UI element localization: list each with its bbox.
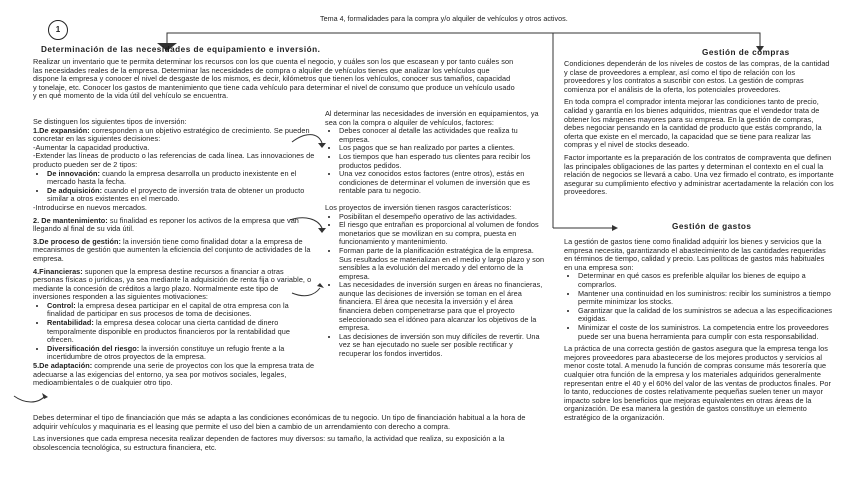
gastos-policy-item: • Determinar en qué casos es preferible alquilar los bienes de equipo a comprarlos. xyxy=(578,272,834,289)
type-adaptation-label: 5.De adaptación: xyxy=(33,361,93,371)
investment-types xyxy=(33,118,315,388)
traits-intro: Los proyectos de inversión tienen rasgos característicos: xyxy=(325,202,512,212)
gastos-policy-item: • Minimizar el coste de los suministros. La competencia entre los proveedores puede ser una buena herramienta para cumplir con esta responsabilidad. xyxy=(578,324,834,341)
acquisition-text: cuando el proyecto de inversión trata de obtener un producto similar a otros existentes en el mercado. xyxy=(47,185,305,204)
type-management-text: la inversión tiene como finalidad dotar a la empresa de mecanismos de gestión que aumenten la eficiencia del conjunto de actividades de la empresa. xyxy=(33,236,311,263)
gastos-paragraph-2: La práctica de una correcta gestión de gastos asegura que la empresa tenga los mejores proveedores para abastecerse de los mejores productos y servicios al menor coste total. A menudo la función de compras consume más tesorería que cualquier otra función de la empresa y los materiales adquiridos generalmente representan entre el 40 y el 60% del valor de las ventas de productos finales. Por lo tanto, reducciones de costes relativamente pequeñas suelen tener un mayor impacto sobre los beneficios que mejoras equivalentes en otras áreas de la organización. De esa manera la gestión de gastos constituye un elemento estratégico de la organización. xyxy=(564,344,831,422)
type-maintenance xyxy=(33,217,315,234)
type-adaptation-text: comprende una serie de proyectos con los que la empresa trata de adecuarse a las exigencias del entorno, ya sea por motivos sociales, legales, medioambientales o de cualquier otro tipo. xyxy=(33,361,315,388)
traits-list xyxy=(325,213,545,359)
expansion-dash-1: -Aumentar la capacidad productiva. xyxy=(33,142,150,152)
control-text: la empresa desea participar en el capital de otra empresa con la finalidad de participar en sus procesos de toma de decisiones. xyxy=(47,300,289,319)
financing-paragraph-2: Las inversiones que cada empresa necesita realizar dependen de factores muy diversos: su tamaño, la actividad que realiza, su exposición a la obsolescencia tecnológica, su estructura financiera, etc. xyxy=(33,434,505,452)
intro-paragraph: Realizar un inventario que te permita determinar los recursos con los que cuenta el negocio, y cuáles son los que escasean y por tanto cuáles son las necesidades reales de la empresa. Determinar las necesidades de compra o alquiler de vehículos tienes que analizar los vehículos que dispone la empresa y conocer el nivel de desgaste de los mismos, es decir, kilómetros que tienen los vehículos, conocer sus tamaños, capacidad y tonelaje, etc. Conocer los gastos de mantenimiento que tiene cada vehículo para determinar el nivel de consumo que produce un vehículo usado y en qué momento de la vida útil del vehículo se encuentra. xyxy=(33,57,515,101)
gastos-policy-item: • Garantizar que la calidad de los suministros se adecua a las especificaciones exigidas. xyxy=(578,307,834,324)
type-expansion xyxy=(33,127,315,144)
factor-item: • Los pagos que se han realizado por partes a clientes. xyxy=(339,144,545,153)
compras-paragraph-3: Factor importante es la preparación de los contratos de compraventa que definen las principales obligaciones de las partes y determinan el contexto en el cual la relación de negocios se llevará a cabo. Una vez firmado el contrato, es importante asegurar su cumplimiento efectivo y administrar acertadamente la relación con los proveedores. xyxy=(564,152,834,197)
factors-list xyxy=(325,127,545,196)
gastos-title: Gestión de gastos xyxy=(672,222,752,231)
trait-item: • Posibilitan el desempeño operativo de las actividades. xyxy=(339,213,545,222)
gastos-section xyxy=(564,238,834,426)
factor-item: • Debes conocer al detalle las actividades que realiza tu empresa. xyxy=(339,127,545,144)
type-financial-text: suponen que la empresa destine recursos a financiar a otras personas físicas o jurídicas, ya sea mediante la adquisición de renta fija o variable, o mediante la concesión de créditos a largo plazo. Normalmente este tipo de inversiones responden a las siguientes motivaciones: xyxy=(33,266,312,302)
compras-section xyxy=(564,60,834,201)
bracket-arrowhead-3 xyxy=(317,283,324,288)
rentabilidad-label: Rentabilidad: xyxy=(47,318,94,328)
factor-item: • Los tiempos que han esperado tus clientes para recibir los productos pedidos. xyxy=(339,153,545,170)
diversificacion-text: la inversión constituye un refugio frente a la incertidumbre de otros proyectos de la empresa. xyxy=(47,343,285,362)
acquisition-label: De adquisición: xyxy=(47,185,103,195)
compras-paragraph-2: En toda compra el comprador intenta mejorar las condiciones tanto de precio, calidad y garantía en los bienes adquiridos, mientras que el vendedor trata de obtener los márgenes mayores para su empresa. En la gestión de compras, debes negociar pensando en la cantidad de producto que estás comprando, la oferta que existe en el mercado, la capacidad que se tiene para realizar las compras y el nivel de stocks deseado. xyxy=(564,97,822,150)
factor-item: • Una vez conocidos estos factores (entre otros), estás en condiciones de determinar el volumen de inversión que es rentable para tu negocio. xyxy=(339,170,545,196)
gastos-policies-list xyxy=(564,272,834,341)
compras-title: Gestión de compras xyxy=(702,48,790,57)
type-expansion-text: corresponden a un objetivo estratégico de crecimiento. Se pueden concretar en las siguientes decisiones: xyxy=(33,125,310,144)
financial-motivations-list xyxy=(33,302,315,362)
motivation-diversificacion xyxy=(47,345,315,362)
bracket-arrow-4 xyxy=(14,396,45,402)
innovation-item xyxy=(47,170,315,187)
innovation-text: cuando la empresa desarrolla un producto inexistente en el mercado hasta la fecha. xyxy=(47,168,297,187)
type-maintenance-text: su finalidad es reponer los activos de la empresa que van llegando al final de su vida útil. xyxy=(33,215,299,234)
type-adaptation xyxy=(33,362,315,388)
financing-paragraph-1: Debes determinar el tipo de financiación que más se adapta a las condiciones económicas de tu negocio. Un tipo de financiación habitual a la hora de adquirir vehículos y maquinaria es el leasing que permite el uso del bien a cambio de un arrendamiento con derecho a compra. xyxy=(33,413,526,431)
innovation-label: De innovación: xyxy=(47,168,101,178)
compras-paragraph-1: Condiciones dependerán de los niveles de costos de las compras, de la cantidad y clase de proveedores a emplear, así como el tipo de relación con los proveedores y los contratos a suscribir con estos. La gestión de compras comienza por el análisis de la oferta, los potenciales proveedores. xyxy=(564,59,830,94)
middle-column xyxy=(325,110,545,359)
control-label: Control: xyxy=(47,300,76,310)
factors-intro: Al determinar las necesidades de inversión en equipamientos, ya sea con la compra o alquiler de vehículos, factores: xyxy=(325,109,539,127)
gastos-policy-item: • Mantener una continuidad en los suministros: recibir los suministros a tiempo permite minimizar los stocks. xyxy=(578,290,834,307)
expansion-dash-3: -Introducirse en nuevos mercados. xyxy=(33,202,147,212)
type-financial-label: 4.Financieras: xyxy=(33,266,83,276)
trait-item: • Forman parte de la planificación estratégica de la empresa. Sus resultados se materializan en el medio y largo plazo y son sensibles a la evolución del mercado y del entorno de la empresa. xyxy=(339,247,545,281)
acquisition-item xyxy=(47,187,315,204)
gastos-arrowhead xyxy=(612,225,618,231)
motivation-rentabilidad xyxy=(47,319,315,345)
section-number-badge: 1 xyxy=(48,20,68,40)
left-section-title: Determinación de las necesidades de equipamiento e inversión. xyxy=(41,45,321,54)
innovation-types-list xyxy=(33,170,315,204)
diversificacion-label: Diversificación del riesgo: xyxy=(47,343,140,353)
trait-item: • Las necesidades de inversión surgen en áreas no financieras, aunque las decisiones de inversión se toman en el área financiera. El área que necesita la inversión y el área financiera deben compenetrarse para que el proyecto seleccionado sea el idóneo para alcanzar los objetivos de la empresa. xyxy=(339,281,545,333)
gastos-paragraph-1: La gestión de gastos tiene como finalidad adquirir los bienes y servicios que la empresa necesita, garantizando el abastecimiento de las cantidades requeridas en términos de tiempo, calidad y precio. Las políticas de gastos más habituales en una empresa son: xyxy=(564,237,826,272)
types-intro: Se distinguen los siguientes tipos de inversión: xyxy=(33,117,187,126)
rentabilidad-text: la empresa desea colocar una cierta cantidad de dinero temporalmente disponible en productos financieros por la rentabilidad que ofrecen. xyxy=(47,318,290,345)
type-maintenance-label: 2. De mantenimiento: xyxy=(33,215,108,225)
type-financial xyxy=(33,268,315,302)
type-management xyxy=(33,238,315,264)
motivation-control xyxy=(47,302,315,319)
expansion-dash-2: -Extender las líneas de producto o las referencias de cada línea. Las innovaciones de producto pueden ser de 2 tipos: xyxy=(33,151,315,169)
trait-item: • Las decisiones de inversión son muy difíciles de revertir. Una vez se han ejecutado no suele ser posible rectificar y recuperar los fondos invertidos. xyxy=(339,333,545,359)
type-management-label: 3.De proceso de gestión: xyxy=(33,236,121,246)
financing-paragraphs xyxy=(33,414,543,456)
type-expansion-label: 1.De expansión: xyxy=(33,125,90,135)
topic-title: Tema 4, formalidades para la compra y/o alquiler de vehículos y otros activos. xyxy=(320,14,568,23)
trait-item: • El riesgo que entrañan es proporcional al volumen de fondos monetarios que se movilizan en su compra, puesta en funcionamiento y mantenimiento. xyxy=(339,221,545,247)
